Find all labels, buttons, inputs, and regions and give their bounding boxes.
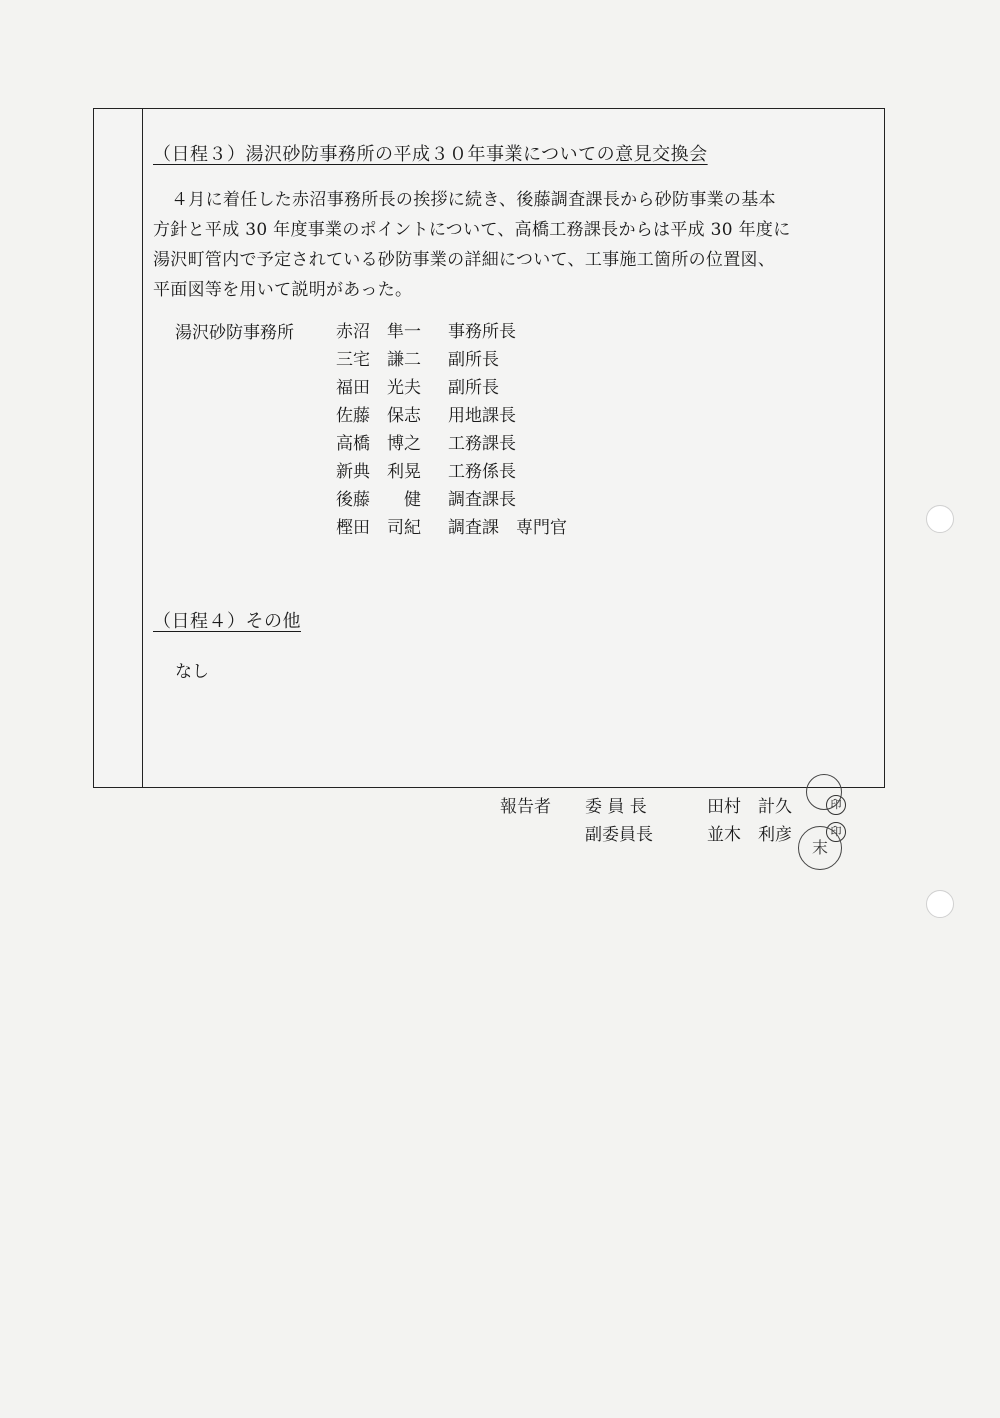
paragraph-line: 湯沢町管内で予定されている砂防事業の詳細について、工事施工箇所の位置図、 [153,250,776,270]
staff-row [336,430,567,458]
staff-name: 高橋 博之 [336,434,421,454]
staff-name: 三宅 謙二 [336,350,421,370]
staff-title: 工務課長 [448,434,516,454]
punch-hole [926,890,954,918]
staff-row [336,514,567,542]
vice-chair-seal-icon: 印 [826,822,846,842]
chair-seal-icon: 印 [826,795,846,815]
chair-name: 田村 計久 [707,797,792,817]
staff-name: 新典 利晃 [336,462,421,482]
staff-name: 佐藤 保志 [336,406,421,426]
staff-title: 用地課長 [448,406,516,426]
staff-list [336,318,567,542]
office-name: 湯沢砂防事務所 [175,323,294,343]
paragraph-line: ４月に着任した赤沼事務所長の挨拶に続き、後藤調査課長から砂防事業の基本 [171,190,776,210]
vice-chair-name: 並木 利彦 [707,825,792,845]
hanko-stamp-icon [806,774,842,810]
staff-title: 事務所長 [448,322,516,342]
paragraph-line: 方針と平成 30 年度事業のポイントについて、高橋工務課長からは平成 30 年度に [153,220,791,240]
staff-name: 樫田 司紀 [336,518,421,538]
staff-name: 後藤 健 [336,490,421,510]
staff-title: 副所長 [448,378,499,398]
frame-divider [142,109,143,787]
staff-title: 副所長 [448,350,499,370]
staff-row [336,402,567,430]
staff-name: 赤沼 隼一 [336,322,421,342]
chair-title: 委 員 長 [585,797,647,817]
schedule3-heading: （日程３）湯沢砂防事務所の平成３０年事業についての意見交換会 [153,144,708,165]
staff-row [336,486,567,514]
reporter-label: 報告者 [500,797,551,817]
schedule4-heading: （日程４）その他 [153,611,301,632]
staff-row [336,374,567,402]
schedule4-body: なし [175,662,209,682]
staff-title: 工務係長 [448,462,516,482]
schedule3-paragraph [153,185,881,305]
staff-title: 調査課 専門官 [448,518,567,538]
staff-row [336,458,567,486]
punch-hole [926,505,954,533]
staff-title: 調査課長 [448,490,516,510]
hanko-stamp-icon: 末 [798,826,842,870]
paragraph-line: 平面図等を用いて説明があった。 [153,280,413,300]
vice-chair-title: 副委員長 [585,825,653,845]
staff-name: 福田 光夫 [336,378,421,398]
staff-row [336,346,567,374]
staff-row [336,318,567,346]
